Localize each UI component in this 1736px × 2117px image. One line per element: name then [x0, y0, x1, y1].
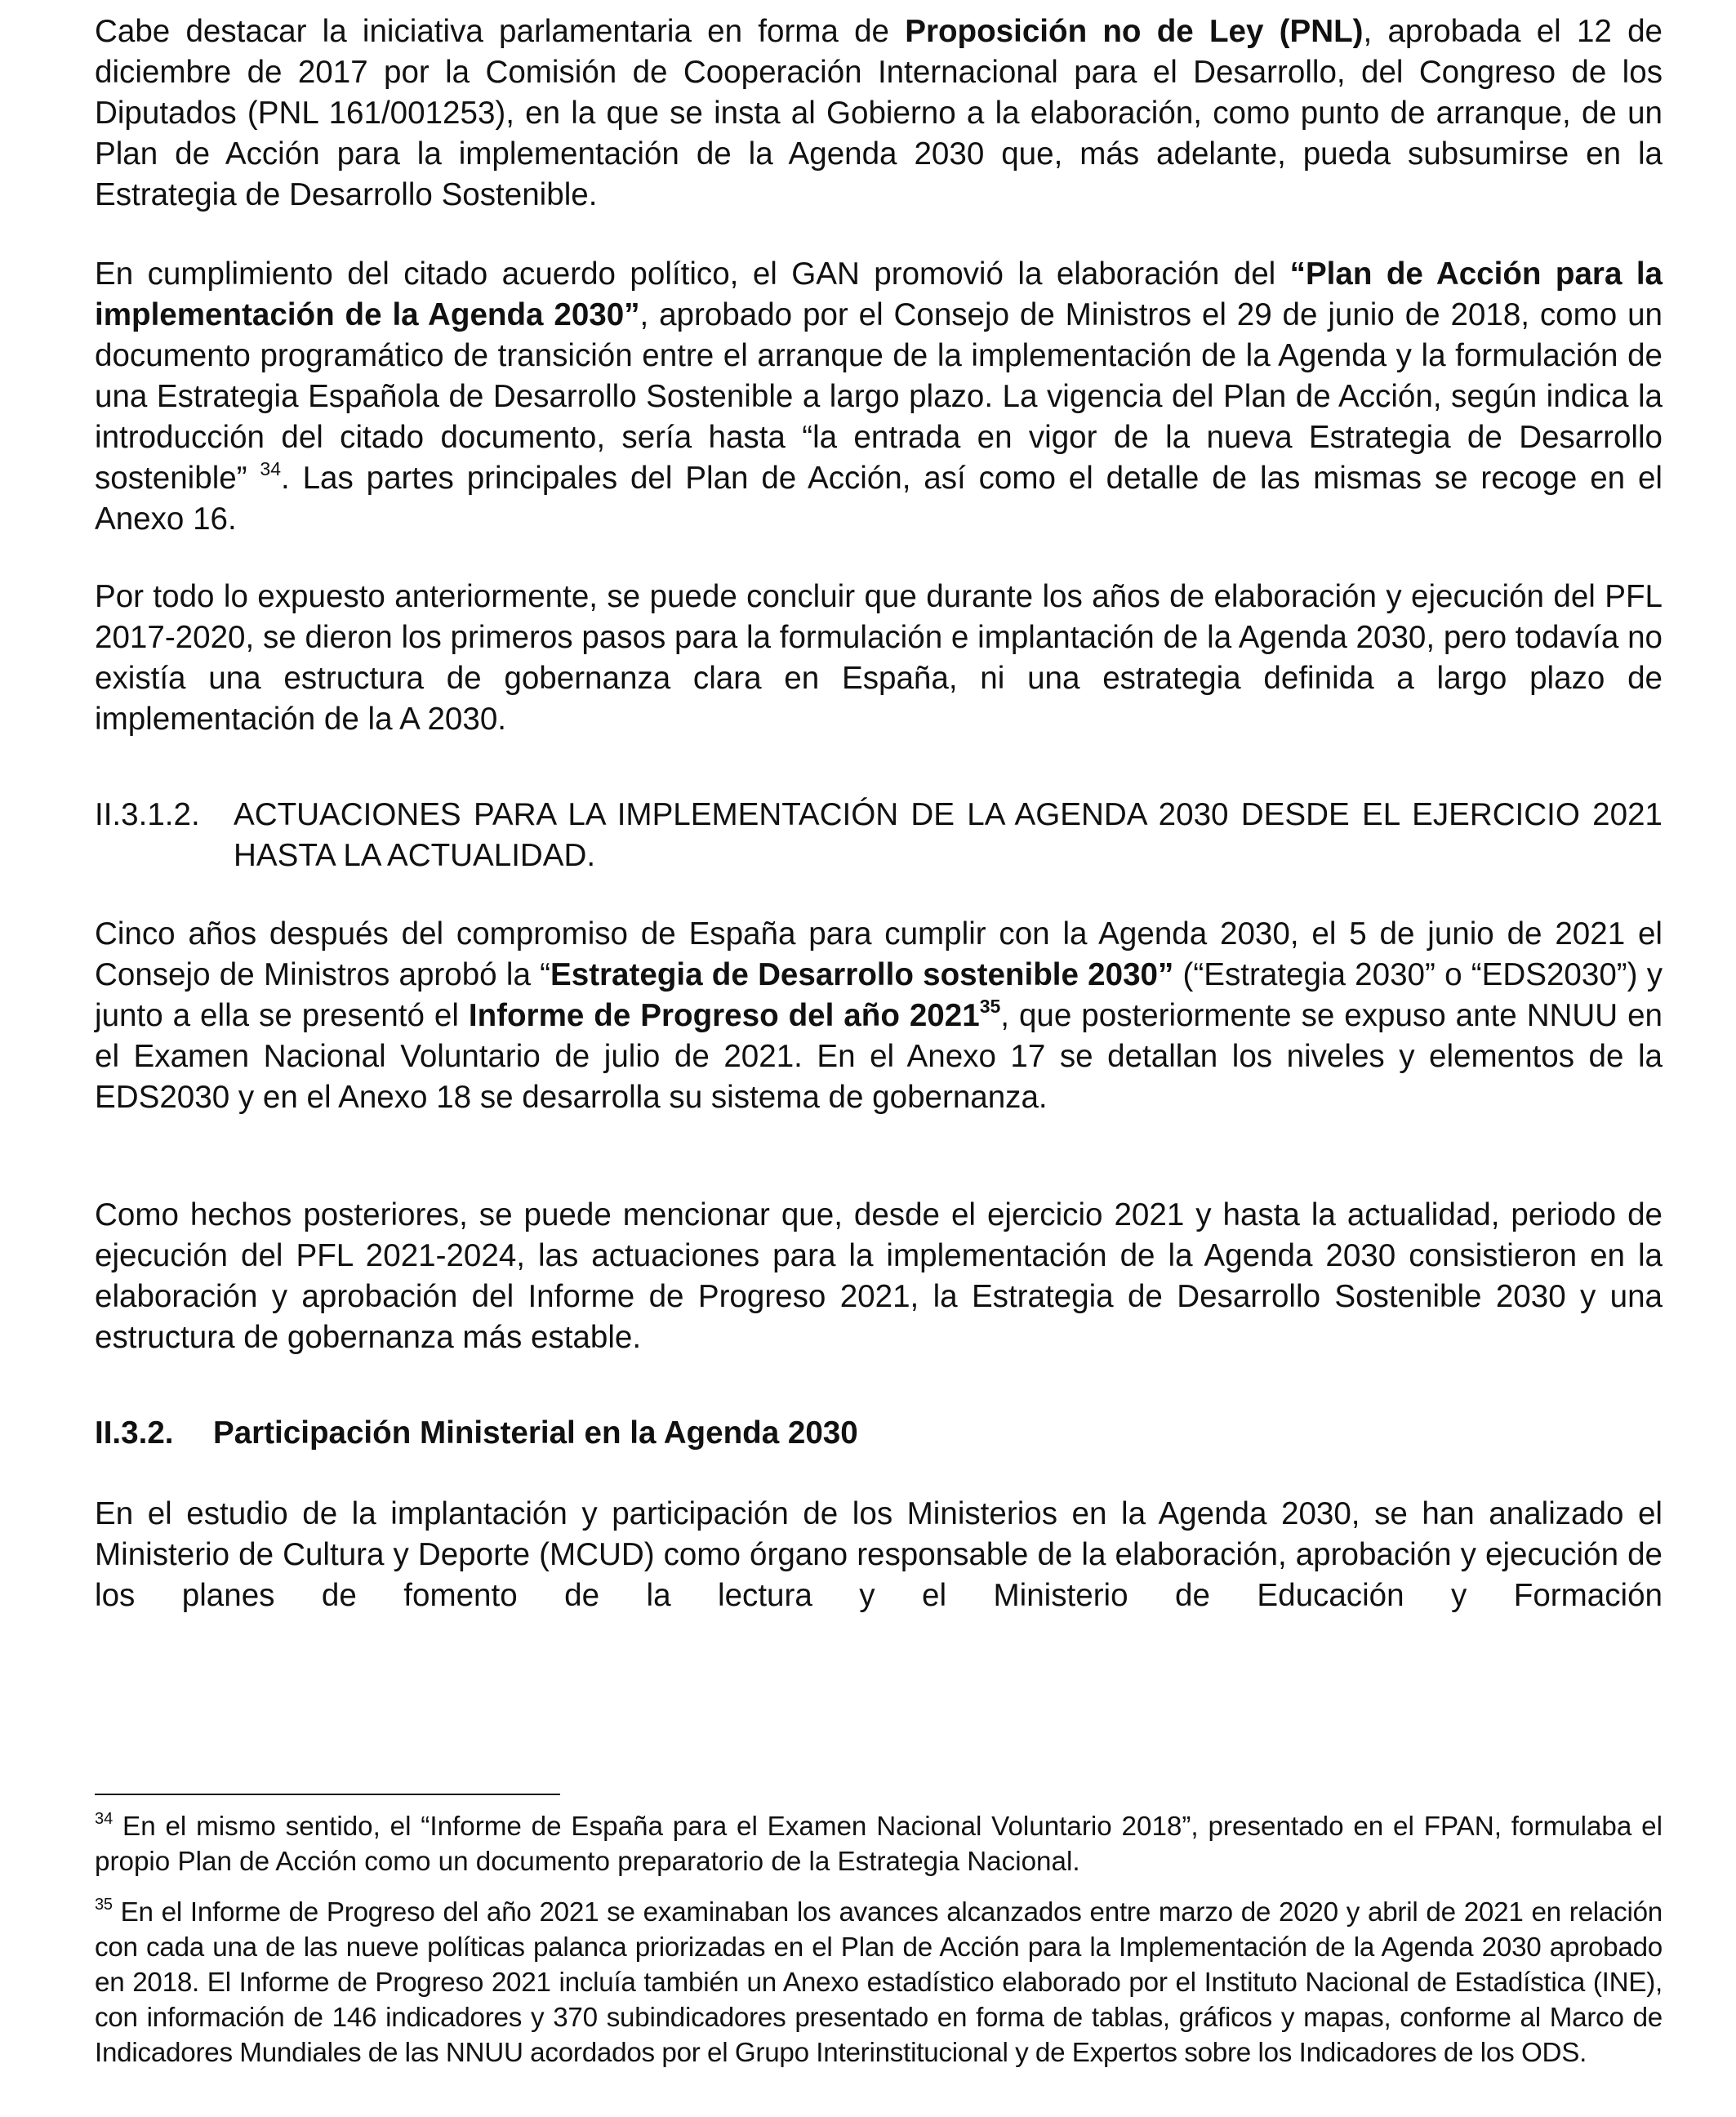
text: (“Estrategia 2030” o “EDS2030”) y junto a ella se presentó el	[95, 957, 1663, 1033]
paragraph-hechos-posteriores	[95, 1195, 1663, 1358]
footnote-mark: 34	[95, 1809, 114, 1828]
text: , aprobado por el Consejo de Ministros el 29 de junio de 2018, como un documento programático de transición entre el arranque de la implementación de la Agenda y la formulación de una Estrategia Española de Desarrollo Sostenible a largo plazo. La vigencia del Plan de Acción, según indica la introducción del citado documento, sería hasta “la entrada en vigor de la nueva Estrategia de Desarrollo sostenible”	[95, 297, 1663, 496]
heading-title: ACTUACIONES PARA LA IMPLEMENTACIÓN DE LA AGENDA 2030 DESDE EL EJERCICIO 2021 HASTA LA ACTUALIDAD.	[234, 797, 1663, 873]
bold-text: “Plan de Acción para la implementación de la Agenda 2030”	[95, 256, 1663, 332]
text: En cumplimiento del citado acuerdo político, el GAN promovió la elaboración del	[95, 256, 1290, 292]
footnote-ref-35[interactable]: 35	[979, 996, 1001, 1018]
heading-ii-3-2	[95, 1413, 1663, 1454]
text: Por todo lo expuesto anteriormente, se puede concluir que durante los años de elaboración y ejecución del PFL 2017-2020, se dieron los primeros pasos para la formulación e implantación de la Agenda 2030, pero todavía no existía una estructura de gobernanza clara en España, ni una estrategia definida a largo plazo de implementación de la A 2030.	[95, 579, 1663, 737]
footnote-ref-34[interactable]: 34	[260, 458, 282, 480]
paragraph-pnl	[95, 11, 1663, 216]
text: Cinco años después del compromiso de España para cumplir con la Agenda 2030, el 5 de junio de 2021 el Consejo de Ministros aprobó la “	[95, 916, 1663, 992]
heading-number: II.3.2.	[95, 1415, 174, 1451]
text: , que posteriormente se expuso ante NNUU en el Examen Nacional Voluntario de julio de 2021. En el Anexo 17 se detallan los niveles y elementos de la EDS2030 y en el Anexo 18 se desarrolla su sistema de gobernanza.	[95, 998, 1663, 1115]
bold-text: Proposición no de Ley (PNL)	[905, 14, 1364, 49]
paragraph-conclusion	[95, 577, 1663, 740]
paragraph-participacion	[95, 1494, 1663, 1616]
text: , aprobada el 12 de diciembre de 2017 por la Comisión de Cooperación Internacional para el Desarrollo, del Congreso de los Diputados (PNL 161/001253), en la que se insta al Gobierno a la elaboración, como punto de arranque, de un Plan de Acción para la implementación de la Agenda 2030 que, más adelante, pueda subsumirse en la Estrategia de Desarrollo Sostenible.	[95, 14, 1663, 212]
text: . Las partes principales del Plan de Acción, así como el detalle de las mismas se recoge en el Anexo 16.	[95, 461, 1663, 537]
text: Cabe destacar la iniciativa parlamentaria en forma de	[95, 14, 906, 49]
footnote-separator	[95, 1794, 560, 1795]
bold-text: Informe de Progreso del año 2021	[468, 998, 980, 1033]
footnote-35	[95, 1895, 1663, 2070]
footnote-text: En el Informe de Progreso del año 2021 se examinaban los avances alcanzados entre marzo de 2020 y abril de 2021 en relación con cada una de las nueve políticas palanca priorizadas en el Plan de Acción para la Implementación de la Agenda 2030 aprobado en 2018. El Informe de Progreso 2021 incluía también un Anexo estadístico elaborado por el Instituto Nacional de Estadística (INE), con información de 146 indicadores y 370 subindicadores presentado en forma de tablas, gráficos y mapas, conforme al Marco de Indicadores Mundiales de las NNUU acordados por el Grupo Interinstitucional y de Expertos sobre los Indicadores de los ODS.	[95, 1897, 1663, 2068]
text: Como hechos posteriores, se puede mencionar que, desde el ejercicio 2021 y hasta la actualidad, periodo de ejecución del PFL 2021-2024, las actuaciones para la implementación de la Agenda 2030 consistieron en la elaboración y aprobación del Informe de Progreso 2021, la Estrategia de Desarrollo Sostenible 2030 y una estructura de gobernanza más estable.	[95, 1197, 1663, 1355]
paragraph-plan-accion	[95, 254, 1663, 540]
footnote-text: En el mismo sentido, el “Informe de España para el Examen Nacional Voluntario 2018”, presentado en el FPAN, formulaba el propio Plan de Acción como un documento preparatorio de la Estrategia Nacional.	[95, 1812, 1663, 1877]
bold-text: Estrategia de Desarrollo sostenible 2030”	[550, 957, 1174, 992]
heading-number: II.3.1.2.	[95, 797, 200, 832]
text: En el estudio de la implantación y participación de los Ministerios en la Agenda 2030, se han analizado el Ministerio de Cultura y Deporte (MCUD) como órgano responsable de la elaboración, aprobación y ejecución de los planes de fomento de la lectura y el Ministerio de Educación y Formación	[95, 1496, 1663, 1613]
footnote-34	[95, 1809, 1663, 1879]
footnote-mark: 35	[95, 1895, 113, 1914]
heading-title: Participación Ministerial en la Agenda 2030	[213, 1415, 858, 1451]
heading-ii-3-1-2	[95, 795, 1663, 876]
paragraph-eds2030	[95, 914, 1663, 1118]
